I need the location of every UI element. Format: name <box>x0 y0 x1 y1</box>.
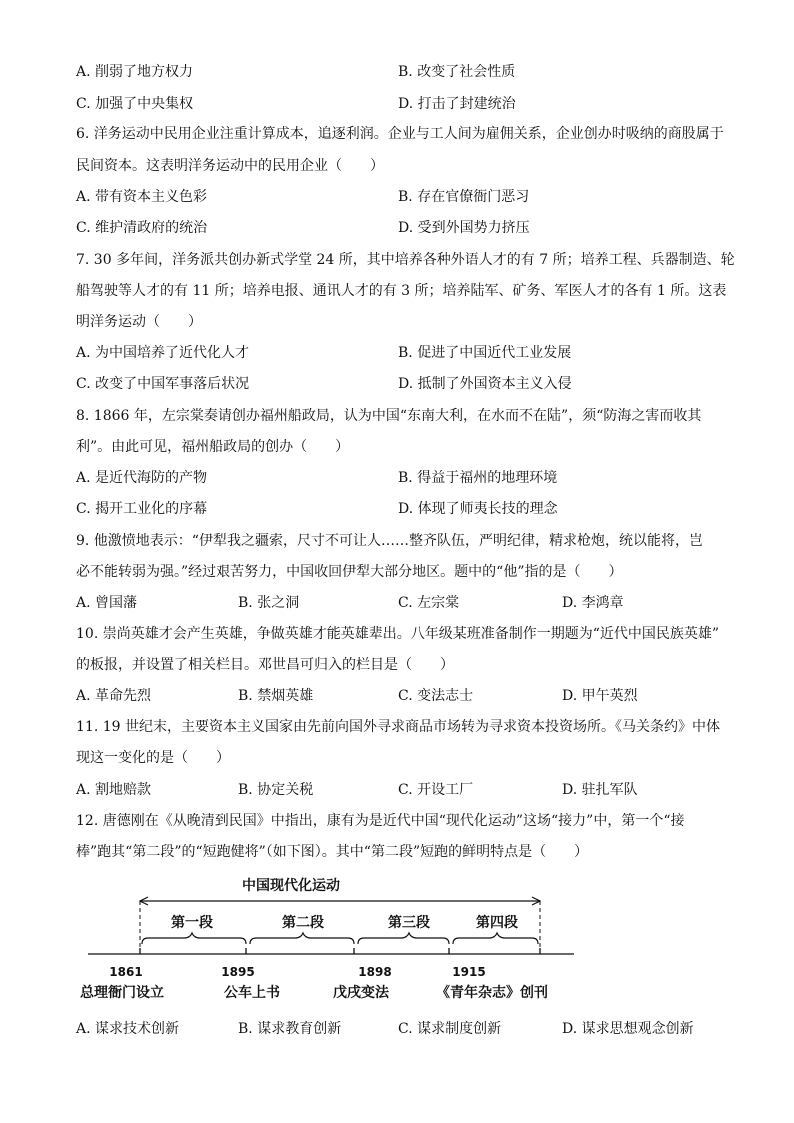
q11-stem-line1: 11. 19 世纪末，主要资本主义国家由先前向国外寻求商品市场转为寻求资本投资场所。《马关条约》中体 <box>76 719 720 735</box>
q7-option-c[interactable]: C. 改变了中国军事落后状况 <box>76 376 250 392</box>
q6-option-c[interactable]: C. 维护清政府的统治 <box>76 220 208 236</box>
segment-label-1: 第一段 <box>171 915 213 931</box>
q10-option-c[interactable]: C. 变法志士 <box>398 688 474 704</box>
q5-option-a[interactable]: A. 削弱了地方权力 <box>76 64 194 80</box>
q8-stem-line2: 利”。由此可见，福州船政局的创办（ ） <box>76 439 350 455</box>
q8-option-c[interactable]: C. 揭开工业化的序幕 <box>76 501 208 517</box>
diagram-title: 中国现代化运动 <box>242 878 340 894</box>
q9-option-c[interactable]: C. 左宗棠 <box>398 595 460 611</box>
q12-option-d[interactable]: D. 谋求思想观念创新 <box>562 1021 694 1037</box>
event-label-1: 总理衙门设立 <box>80 985 164 1001</box>
q12-stem-line2: 棒”跑其“第二段”的“短跑健将”（如下图）。其中“第二段”短跑的鲜明特点是（ ） <box>76 844 589 860</box>
q9-stem-line2: 必不能转弱为强。”经过艰苦努力，中国收回伊犁大部分地区。题中的“他”指的是（ ） <box>76 564 623 580</box>
q8-option-b[interactable]: B. 得益于福州的地理环境 <box>398 470 558 486</box>
q12-option-c[interactable]: C. 谋求制度创新 <box>398 1021 502 1037</box>
timeline-axis <box>88 948 574 954</box>
segment-label-3: 第三段 <box>388 915 430 931</box>
event-label-3: 戊戌变法 <box>333 985 389 1001</box>
modernization-timeline-diagram <box>76 872 596 1007</box>
q10-stem-line1: 10. 崇尚英雄才会产生英雄，争做英雄才能英雄辈出。八年级某班准备制作一期题为“近代中国民族英雄” <box>76 626 720 642</box>
event-label-4: 《青年杂志》创刊 <box>436 985 548 1001</box>
q12-stem-line1: 12. 唐德刚在《从晚清到民国》中指出，康有为是近代中国“现代化运动”这场“接力”中，第一个“接 <box>76 813 685 829</box>
q7-stem-line2: 船驾驶等人才的有 11 所；培养电报、通讯人才的有 3 所；培养陆军、矿务、军医人才的各有 1 所。这表 <box>76 283 727 299</box>
q6-option-d[interactable]: D. 受到外国势力挤压 <box>398 220 530 236</box>
q7-option-d[interactable]: D. 抵制了外国资本主义入侵 <box>398 376 572 392</box>
q11-stem-line2: 现这一变化的是（ ） <box>76 750 230 766</box>
q6-option-a[interactable]: A. 带有资本主义色彩 <box>76 189 208 205</box>
span-arrow <box>140 897 540 905</box>
q9-stem-line1: 9. 他激愤地表示：“伊犁我之疆索，尺寸不可让人……整齐队伍，严明纪律，精求枪炮，统以能将，岂 <box>76 533 703 549</box>
q9-option-b[interactable]: B. 张之洞 <box>238 595 300 611</box>
q6-stem-line1: 6. 洋务运动中民用企业注重计算成本，追逐利润。企业与工人间为雇佣关系，企业创办时吸纳的商股属于 <box>76 126 724 142</box>
q8-option-a[interactable]: A. 是近代海防的产物 <box>76 470 208 486</box>
q10-option-b[interactable]: B. 禁烟英雄 <box>238 688 314 704</box>
q5-option-d[interactable]: D. 打击了封建统治 <box>398 96 516 112</box>
q8-stem-line1: 8. 1866 年，左宗棠奏请创办福州船政局，认为中国“东南大利，在水而不在陆”，须“防海之害而收其 <box>76 408 702 424</box>
q9-option-a[interactable]: A. 曾国藩 <box>76 595 138 611</box>
q10-option-a[interactable]: A. 革命先烈 <box>76 688 152 704</box>
q7-option-b[interactable]: B. 促进了中国近代工业发展 <box>398 345 572 361</box>
segment-label-2: 第二段 <box>282 915 324 931</box>
q6-stem-line2: 民间资本。这表明洋务运动中的民用企业（ ） <box>76 158 384 174</box>
q11-option-d[interactable]: D. 驻扎军队 <box>562 782 638 798</box>
year-label-1898: 1898 <box>358 965 392 979</box>
q6-option-b[interactable]: B. 存在官僚衙门恶习 <box>398 189 530 205</box>
q7-stem-line1: 7. 30 多年间，洋务派共创办新式学堂 24 所，其中培养各种外语人才的有 7 所；培养工程、兵器制造、轮 <box>76 252 735 268</box>
segment-label-4: 第四段 <box>476 915 518 931</box>
year-label-1895: 1895 <box>221 965 255 979</box>
segment-braces <box>142 933 538 944</box>
q11-option-a[interactable]: A. 割地赔款 <box>76 782 152 798</box>
q12-option-b[interactable]: B. 谋求教育创新 <box>238 1021 342 1037</box>
q12-option-a[interactable]: A. 谋求技术创新 <box>76 1021 180 1037</box>
year-label-1861: 1861 <box>109 965 143 979</box>
q10-option-d[interactable]: D. 甲午英烈 <box>562 688 638 704</box>
q7-option-a[interactable]: A. 为中国培养了近代化人才 <box>76 345 250 361</box>
q7-stem-line3: 明洋务运动（ ） <box>76 314 202 330</box>
q11-option-b[interactable]: B. 协定关税 <box>238 782 314 798</box>
year-label-1915: 1915 <box>452 965 486 979</box>
q5-option-b[interactable]: B. 改变了社会性质 <box>398 64 516 80</box>
q10-stem-line2: 的板报，并设置了相关栏目。邓世昌可归入的栏目是（ ） <box>76 657 454 673</box>
q5-option-c[interactable]: C. 加强了中央集权 <box>76 96 194 112</box>
q9-option-d[interactable]: D. 李鸿章 <box>562 595 624 611</box>
q8-option-d[interactable]: D. 体现了师夷长技的理念 <box>398 501 558 517</box>
q11-option-c[interactable]: C. 开设工厂 <box>398 782 474 798</box>
event-label-2: 公车上书 <box>224 985 280 1001</box>
